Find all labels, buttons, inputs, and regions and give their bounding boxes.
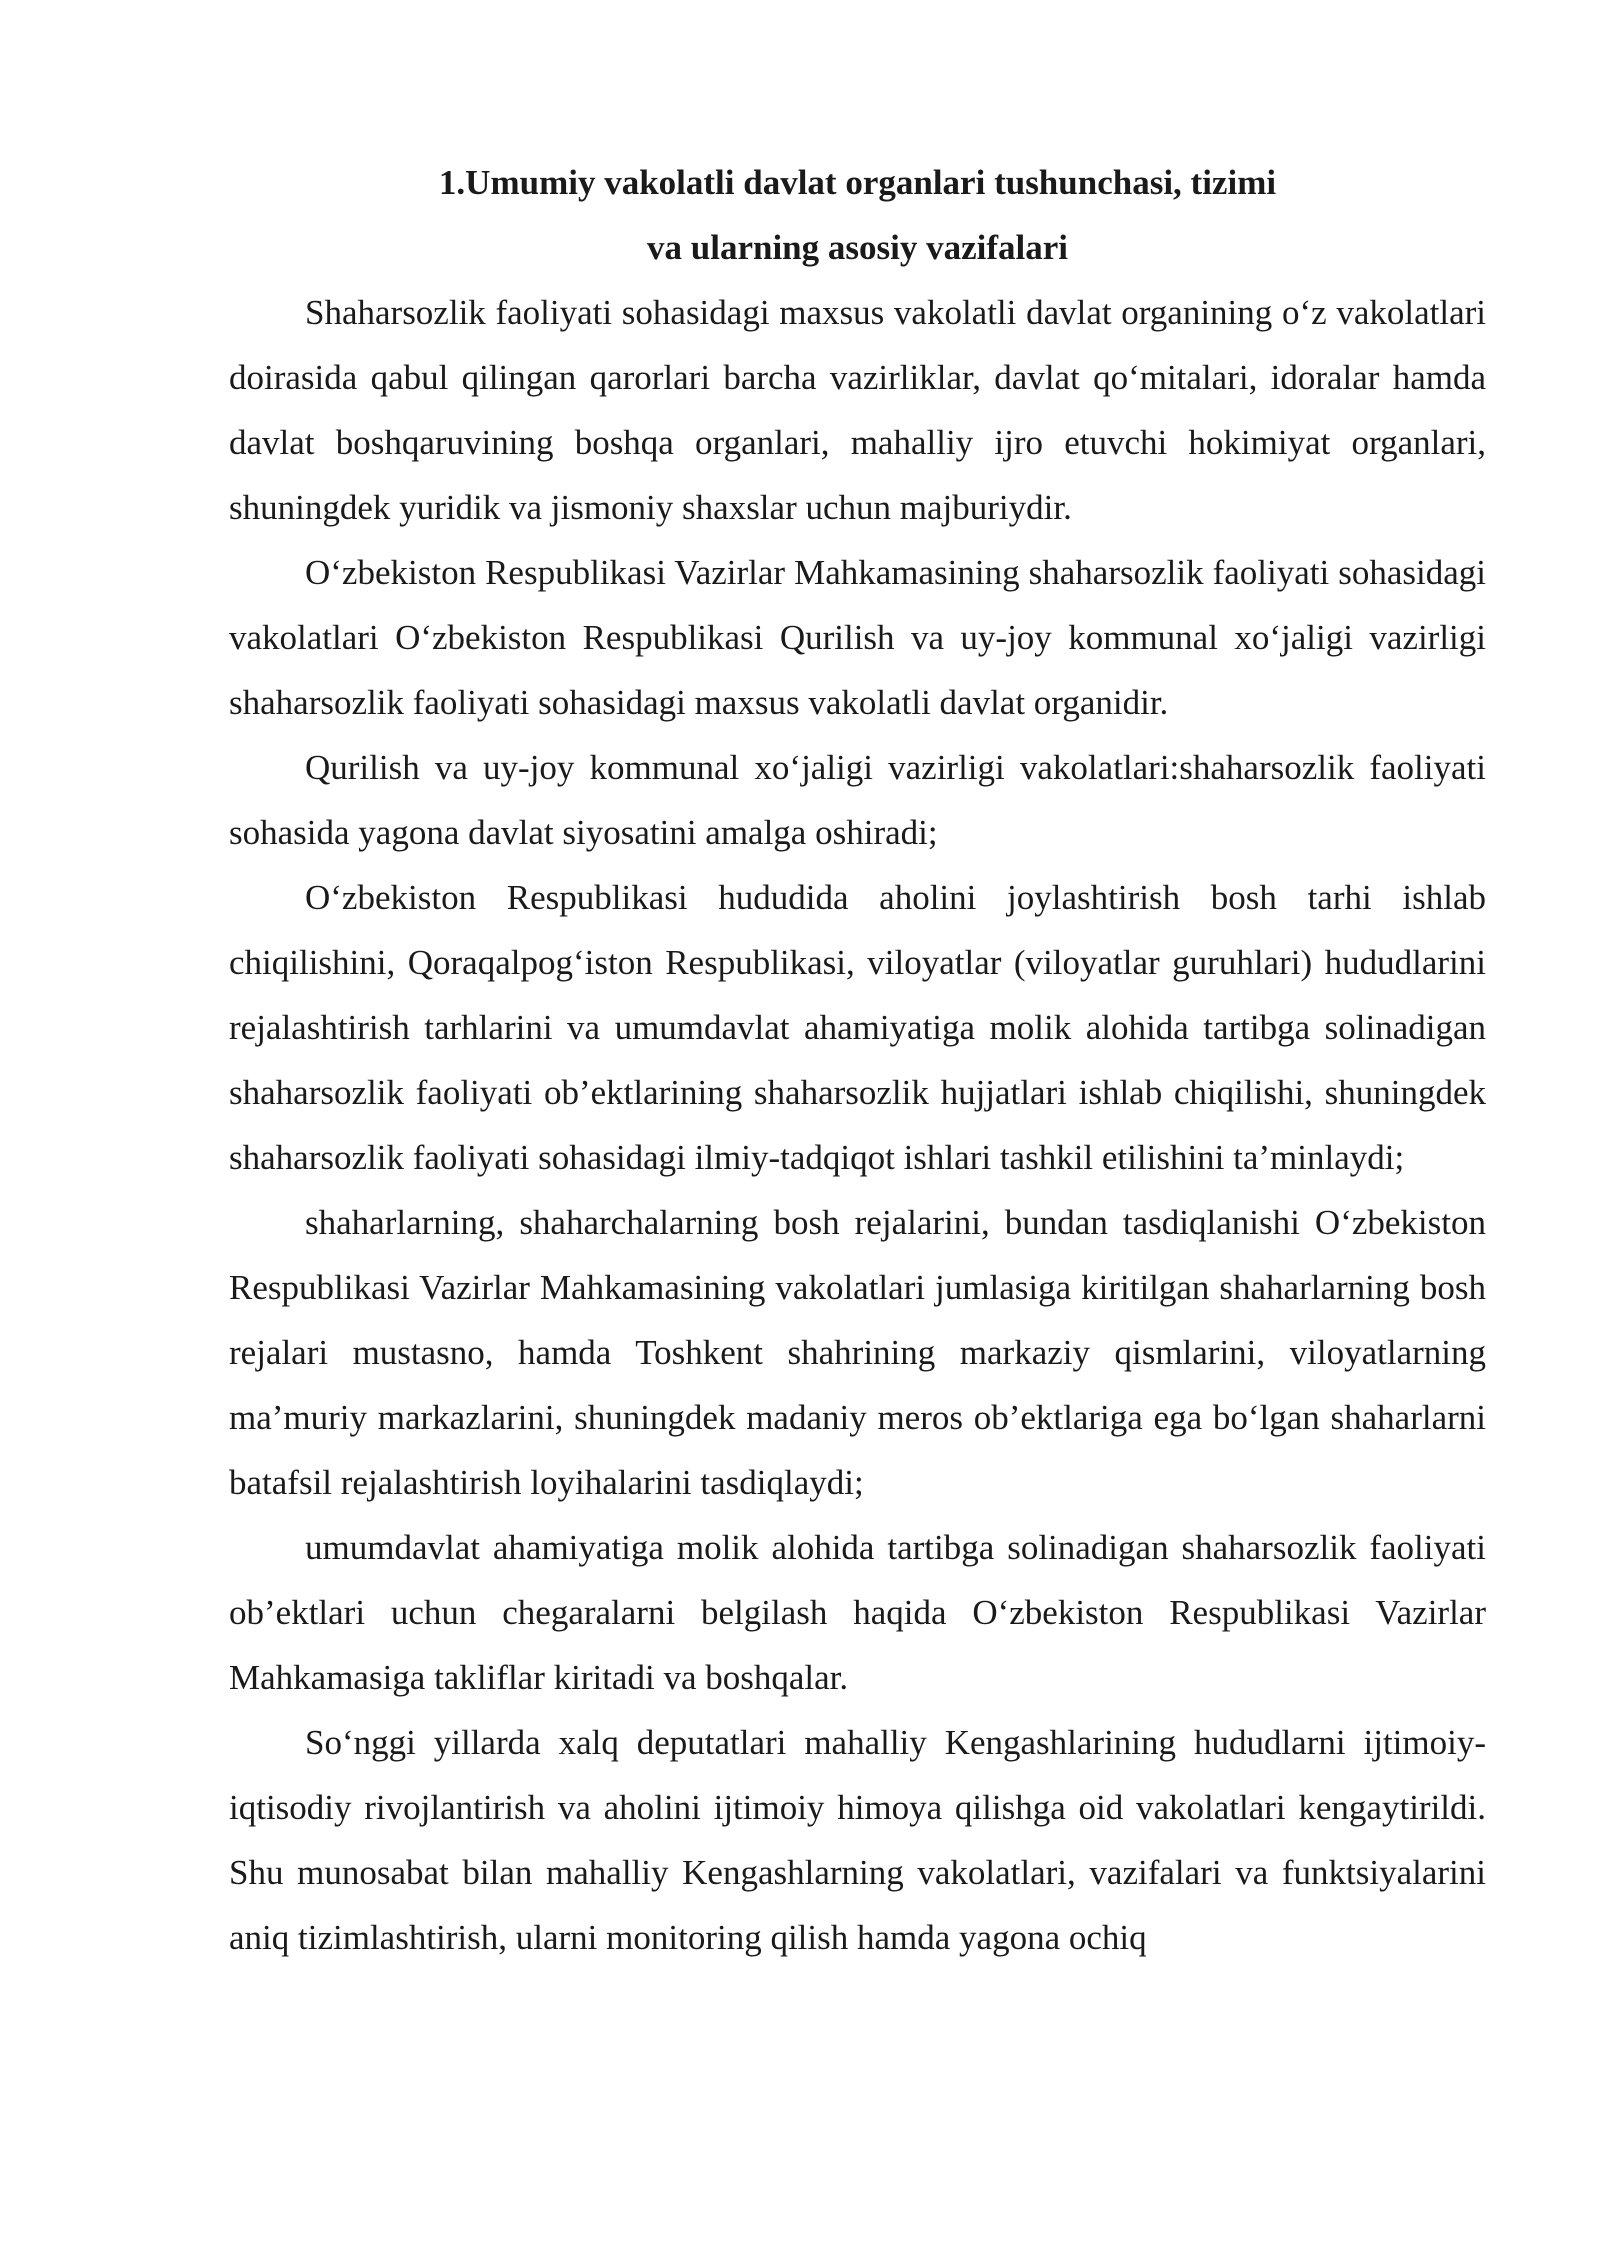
paragraph-7: So‘nggi yillarda xalq deputatlari mahalliy Kengashlarining hududlarni ijtimoiy-iqtisodiy rivojlantirish va aholini ijtimoiy himoya qilishga oid vakolatlari kengaytirildi. Shu munosabat bilan mahalliy Kengashlarning vakolatlari, vazifalari va funktsiyalarini aniq tizimlashtirish, ularni monitoring qilish hamda yagona ochiq [229, 1723, 1486, 1957]
paragraph-1: Shaharsozlik faoliyati sohasidagi maxsus vakolatli davlat organining o‘z vakolatlari doirasida qabul qilingan qarorlari barcha vazirliklar, davlat qo‘mitalari, idoralar hamda davlat boshqaruvining boshqa organlari, mahalliy ijro etuvchi hokimiyat organlari, shuningdek yuridik va jismoniy shaxslar uchun majburiydir. [229, 293, 1486, 527]
paragraph-4: O‘zbekiston Respublikasi hududida aholini joylashtirish bosh tarhi ishlab chiqilishini, Qoraqalpog‘iston Respublikasi, viloyatlar (viloyatlar guruhlari) hududlarini rejalashtirish tarhlarini va umumdavlat ahamiyatiga molik alohida tartibga solinadigan shaharsozlik faoliyati ob’ektlarining shaharsozlik hujjatlari ishlab chiqilishi, shuningdek shaharsozlik faoliyati sohasidagi ilmiy-tadqiqot ishlari tashkil etilishini ta’minlaydi; [229, 878, 1486, 1177]
paragraph-2: O‘zbekiston Respublikasi Vazirlar Mahkamasining shaharsozlik faoliyati sohasidagi vakolatlari O‘zbekiston Respublikasi Qurilish va uy-joy kommunal xo‘jaligi vazirligi shaharsozlik faoliyati sohasidagi maxsus vakolatli davlat organidir. [229, 553, 1486, 722]
paragraph-3: Qurilish va uy-joy kommunal xo‘jaligi vazirligi vakolatlari:shaharsozlik faoliyati sohasida yagona davlat siyosatini amalga oshiradi; [229, 748, 1486, 852]
paragraph-5: shaharlarning, shaharchalarning bosh rejalarini, bundan tasdiqlanishi O‘zbekiston Respublikasi Vazirlar Mahkamasining vakolatlari jumlasiga kiritilgan shaharlarning bosh rejalari mustasno, hamda Toshkent shahrining markaziy qismlarini, viloyatlarning ma’muriy markazlarini, shuningdek madaniy meros ob’ektlariga ega bo‘lgan shaharlarni batafsil rejalashtirish loyihalarini tasdiqlaydi; [229, 1203, 1486, 1502]
title-line-2: va ularning asosiy vazifalari [647, 228, 1068, 267]
document-title [229, 150, 1486, 280]
title-line-1: 1.Umumiy vakolatli davlat organlari tushunchasi, tizimi [438, 163, 1277, 202]
paragraph-6: umumdavlat ahamiyatiga molik alohida tartibga solinadigan shaharsozlik faoliyati ob’ektlari uchun chegaralarni belgilash haqida O‘zbekiston Respublikasi Vazirlar Mahkamasiga takliflar kiritadi va boshqalar. [229, 1528, 1486, 1697]
document-body [229, 150, 1486, 1970]
